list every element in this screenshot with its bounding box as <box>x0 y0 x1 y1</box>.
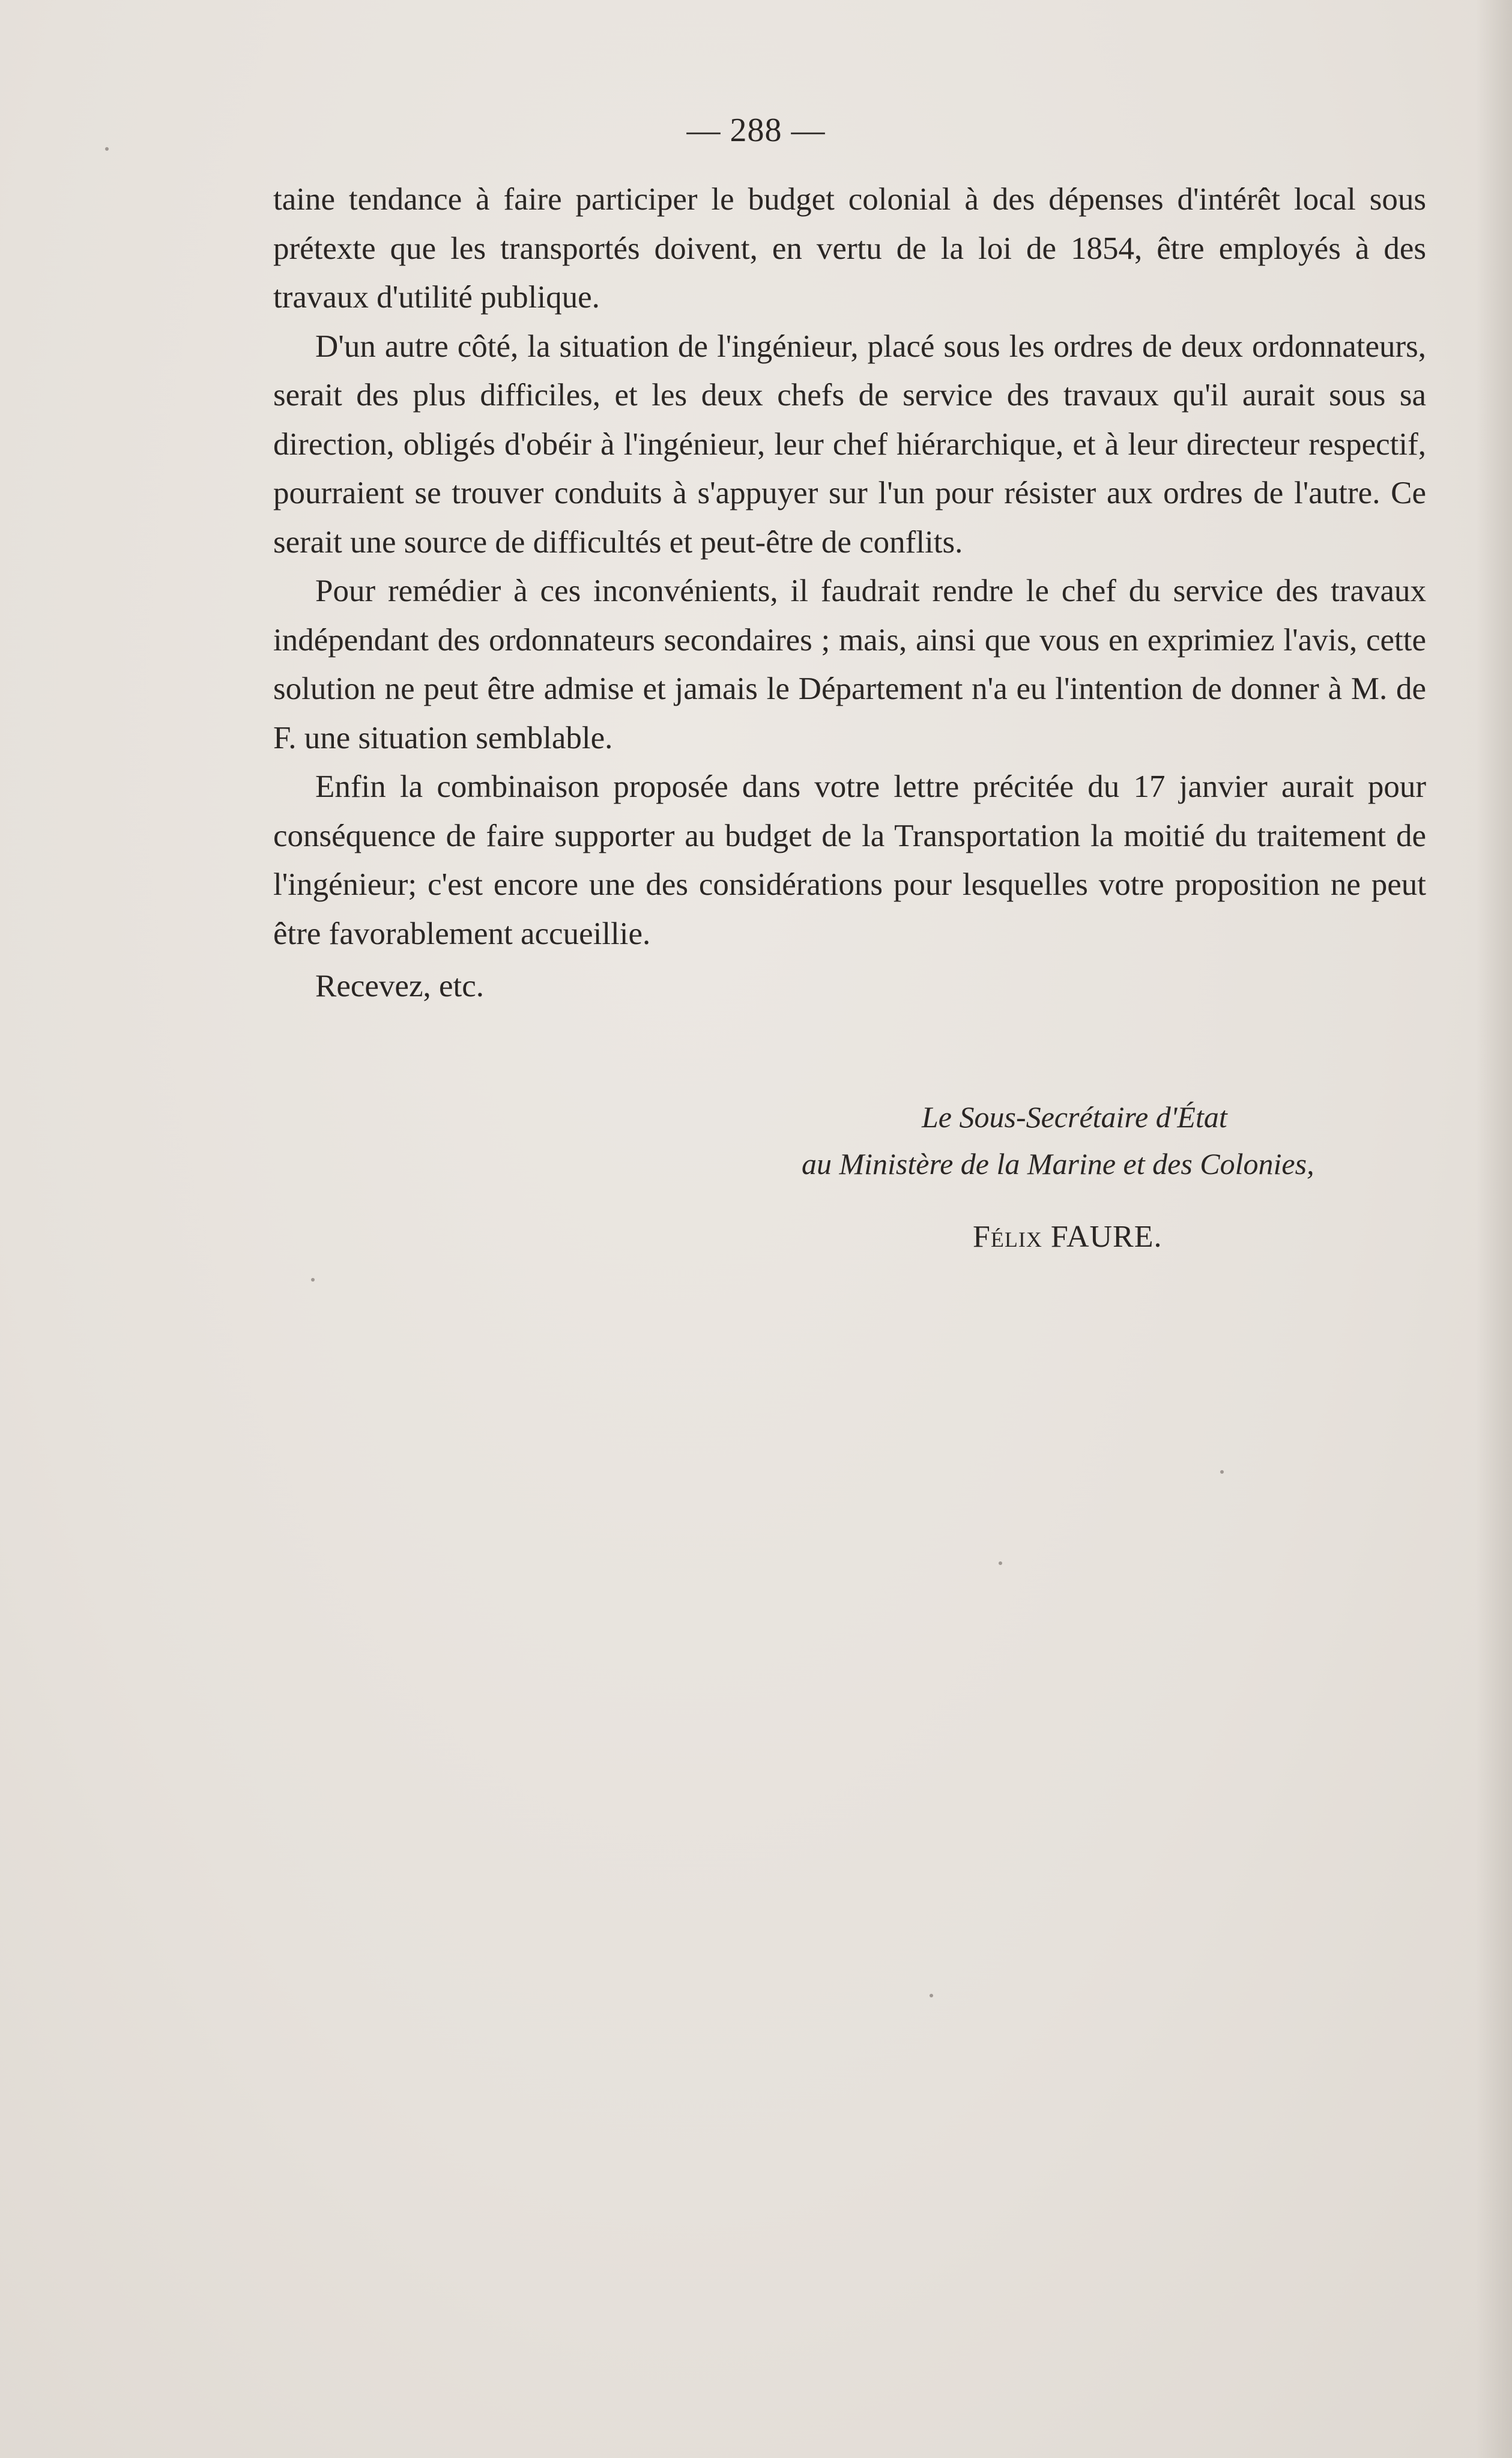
signatory-ministry: au Ministère de la Marine et des Colonies, <box>802 1147 1314 1181</box>
signatory-name <box>973 1219 1163 1255</box>
paragraph: Pour remédier à ces inconvénients, il faudrait rendre le chef du service des travaux indépendant des ordonnateurs secondaires ; mais, ainsi que vous en exprimiez l'avis, cette solution ne peut être admise et jamais le Département n'a eu l'intention de donner à M. de F. une situation semblable. <box>273 574 1426 755</box>
paragraph: D'un autre côté, la situation de l'ingénieur, placé sous les ordres de deux ordonnateurs, serait des plus difficiles, et les deux chefs de service des travaux qu'il aurait sous sa direction, obligés d'obéir à l'ingénieur, leur chef hiérarchique, et à leur directeur respectif, pourraient se trouver conduits à s'appuyer sur l'un pour résister aux ordres de l'autre. Ce serait une source de difficultés et peut-être de conflits. <box>273 328 1426 560</box>
paper-speck <box>1220 1470 1224 1474</box>
signatory-title: Le Sous-Secrétaire d'État <box>922 1100 1227 1134</box>
paragraph-continuation: taine tendance à faire participer le budget colonial à des dépenses d'intérêt local sous prétexte que les transportés doivent, en vertu de la loi de 1854, être employés à des travaux d'utilité publique. <box>273 182 1426 315</box>
signatory-last-name: FAURE. <box>1050 1220 1163 1254</box>
paper-speck <box>311 1278 315 1282</box>
page-number: — 288 — <box>686 112 826 149</box>
paper-speck <box>930 1994 933 1997</box>
paragraph: Enfin la combinaison proposée dans votre lettre précitée du 17 janvier aurait pour conséquence de faire supporter au budget de la Transportation la moitié du traitement de l'ingénieur; c'est encore une des considérations pour lesquelles votre proposition ne peut être favorablement accueillie. <box>273 769 1426 951</box>
closing-formula: Recevez, etc. <box>315 969 484 1003</box>
paper-speck <box>105 147 109 151</box>
body-text <box>273 175 1426 1011</box>
signatory-first-name: Félix <box>973 1220 1042 1254</box>
page-edge-shadow <box>1476 0 1512 2458</box>
paper-speck <box>999 1561 1002 1565</box>
